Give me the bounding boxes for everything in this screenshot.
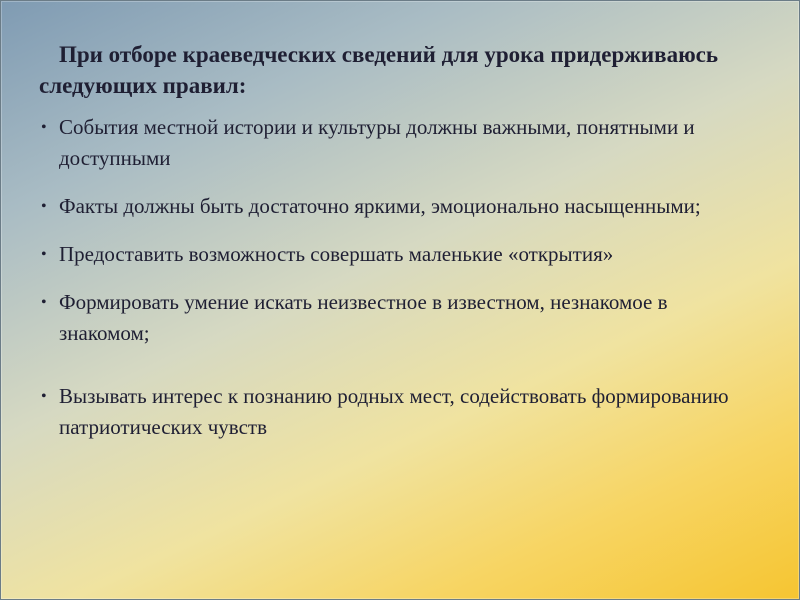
bullet-item (39, 191, 759, 222)
bullet-item (39, 287, 759, 349)
bullet-text: Вызывать интерес к познанию родных мест, содействовать формированию патриотических чувств (59, 384, 729, 439)
bullet-list (39, 112, 759, 460)
bullet-item (39, 239, 759, 270)
bullet-dot-icon: • (41, 119, 47, 136)
bullet-item (39, 112, 759, 174)
bullet-text: Предоставить возможность совершать маленькие «открытия» (59, 242, 614, 266)
bullet-text: Формировать умение искать неизвестное в известном, незнакомое в знакомом; (59, 290, 668, 345)
bullet-text: Факты должны быть достаточно яркими, эмоционально насыщенными; (59, 194, 701, 218)
bullet-text: События местной истории и культуры должны важными, понятными и доступными (59, 115, 695, 170)
slide-title: При отборе краеведческих сведений для урока придерживаюсь следующих правил: (39, 42, 719, 98)
bullet-item (39, 381, 759, 443)
bullet-dot-icon: • (41, 198, 47, 215)
bullet-dot-icon: • (41, 294, 47, 311)
bullet-dot-icon: • (41, 388, 47, 405)
bullet-dot-icon: • (41, 246, 47, 263)
